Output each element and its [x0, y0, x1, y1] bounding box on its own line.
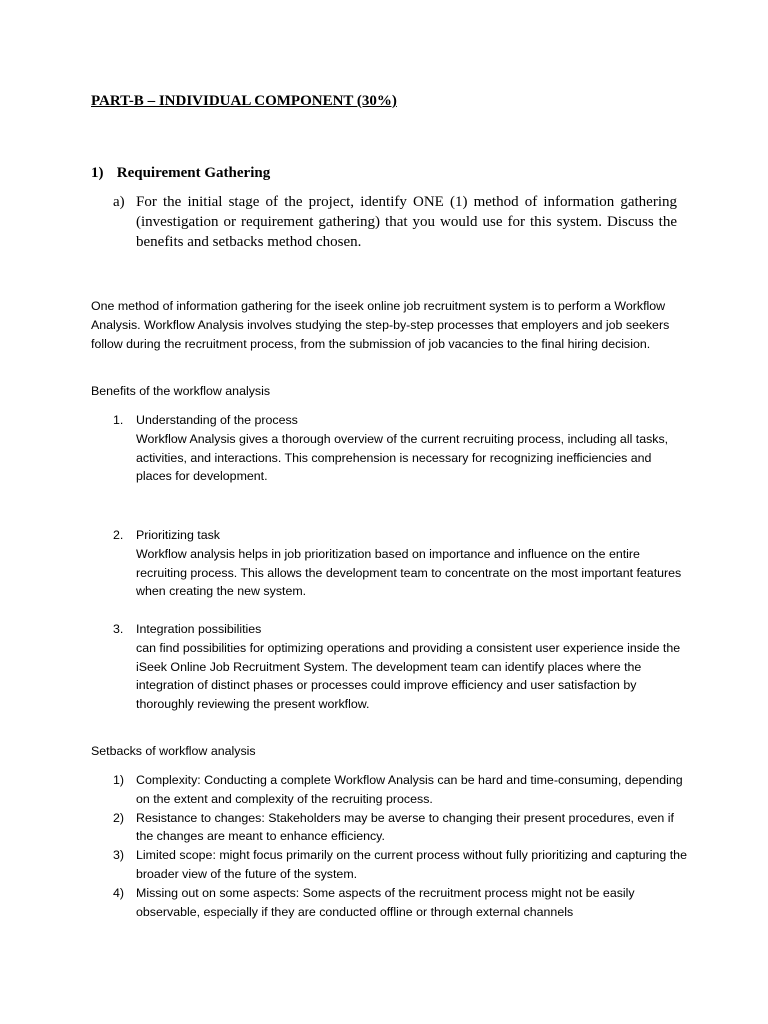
setback-text: Missing out on some aspects: Some aspects of the recruitment process might not be easily observable, especially if they are conducted offline or through external channels: [136, 885, 635, 919]
section-number: 1): [91, 165, 104, 181]
list-marker: 2.: [113, 528, 124, 542]
setback-item-2: [113, 809, 688, 847]
benefit-item-3: [113, 620, 683, 714]
list-marker: 1.: [113, 413, 124, 427]
part-title: PART-B – INDIVIDUAL COMPONENT (30%): [91, 93, 397, 109]
intro-paragraph: One method of information gathering for the iseek online job recruitment system is to perform a Workflow Analysis. Workflow Analysis involves studying the step-by-step processes that employers and job seekers follow during the recruitment process, from the submission of job vacancies to the final hiring decision.: [91, 299, 670, 351]
setback-text: Limited scope: might focus primarily on the current process without fully prioritizing and capturing the broader view of the future of the system.: [136, 848, 687, 881]
setbacks-heading: Setbacks of workflow analysis: [91, 744, 256, 758]
benefit-title: Prioritizing task: [136, 528, 221, 542]
question-marker: a): [113, 194, 125, 210]
question-block: [113, 192, 677, 252]
benefit-item-1: [113, 411, 683, 486]
list-marker: 3.: [113, 622, 124, 636]
question-text: For the initial stage of the project, identify ONE (1) method of information gathering (investigation or requirement gathering) that you would use for this system. Discuss the benefits and setbacks method chosen.: [136, 194, 677, 250]
benefit-title: Understanding of the process: [136, 413, 298, 427]
benefit-text: Workflow Analysis gives a thorough overview of the current recruiting process, including all tasks, activities, and interactions. This comprehension is necessary for recognizing inefficiencies and places for development.: [136, 431, 669, 484]
setback-item-4: [113, 884, 688, 922]
list-marker: 3): [113, 848, 125, 863]
benefit-item-2: [113, 526, 683, 601]
section-heading: [91, 165, 270, 182]
benefit-text: Workflow analysis helps in job prioritization based on importance and influence on the entire recruiting process. This allows the development team to concentrate on the most important features when creating the new system.: [136, 546, 682, 599]
setbacks-list: [113, 771, 688, 921]
setback-item-3: [113, 846, 688, 884]
list-marker: 4): [113, 885, 125, 900]
setback-text: Resistance to changes: Stakeholders may be averse to changing their present procedures, even if the changes are meant to enhance efficiency.: [136, 810, 674, 844]
section-title: Requirement Gathering: [116, 165, 271, 181]
list-marker: 2): [113, 810, 125, 825]
benefits-heading: Benefits of the workflow analysis: [91, 384, 271, 398]
benefit-title: Integration possibilities: [136, 622, 262, 636]
benefit-text: can find possibilities for optimizing operations and providing a consistent user experience inside the iSeek Online Job Recruitment System. The development team can identify places where the integration of distinct phases or processes could improve efficiency and user satisfaction by thoroughly reviewing the present workflow.: [136, 640, 681, 712]
setback-item-1: [113, 771, 688, 809]
list-marker: 1): [113, 773, 125, 787]
setback-text: Complexity: Conducting a complete Workflow Analysis can be hard and time-consuming, depending on the extent and complexity of the recruiting process.: [136, 773, 683, 806]
